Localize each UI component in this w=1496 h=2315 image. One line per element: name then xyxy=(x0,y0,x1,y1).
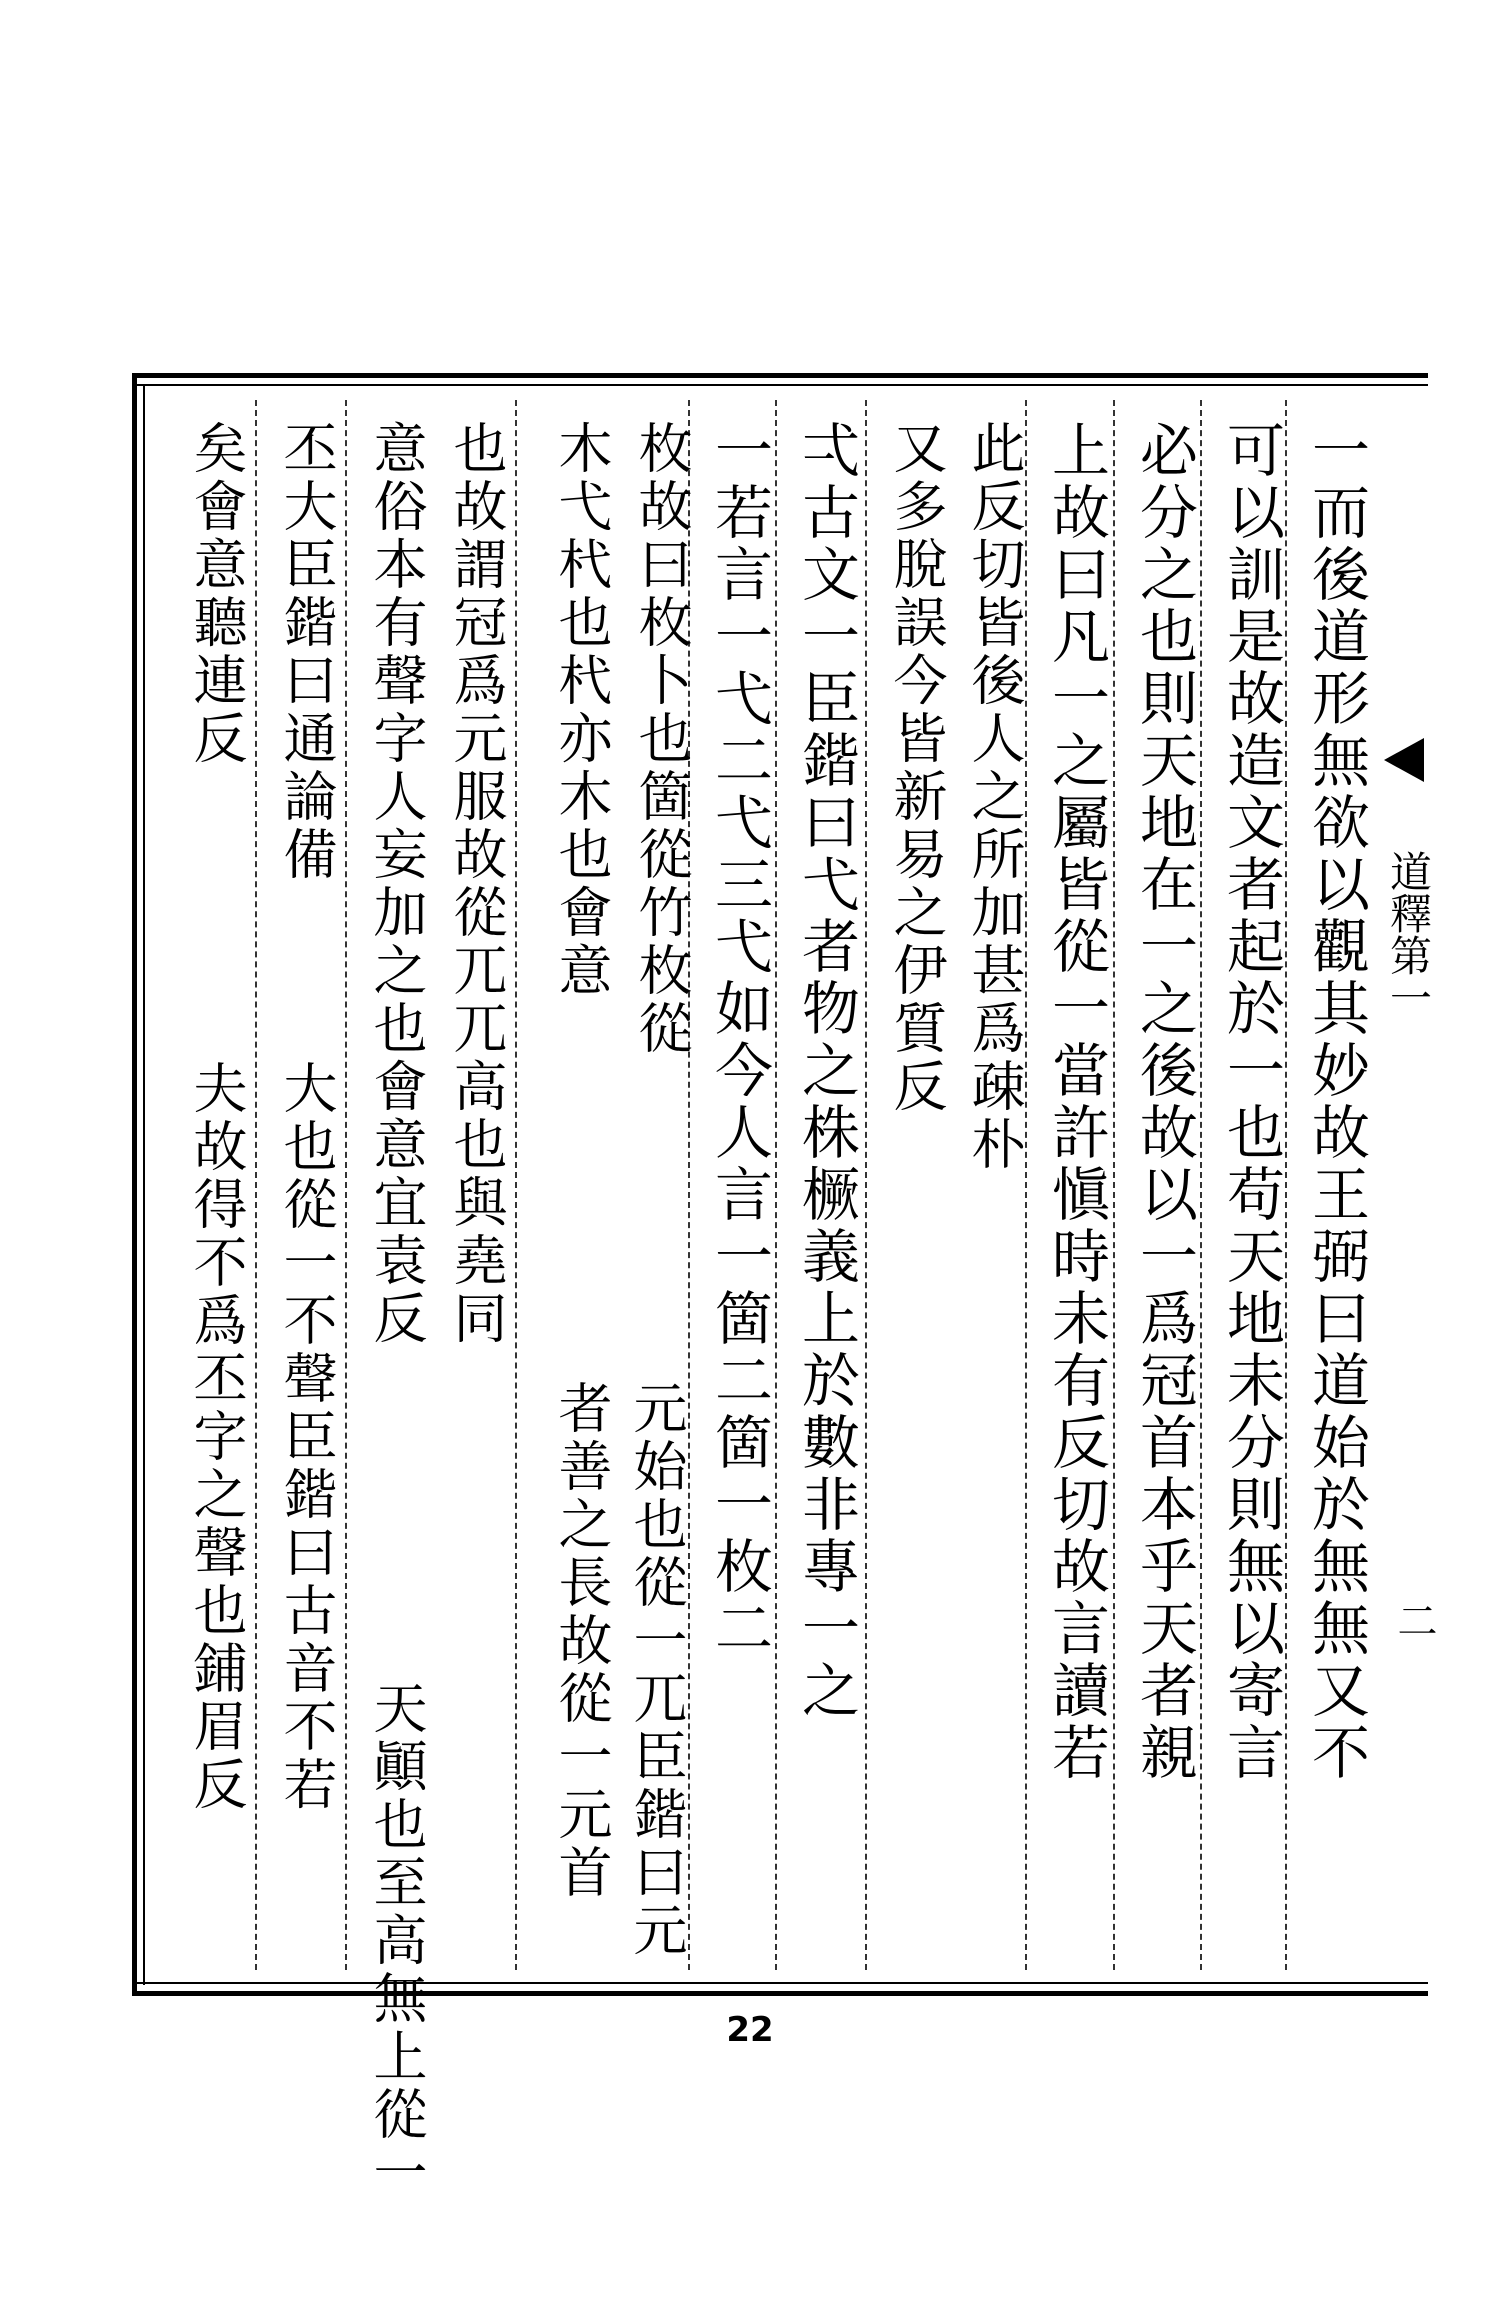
text-column-4: 上故曰凡一之屬皆從一當許愼時未有反切故言讀若 xyxy=(1042,420,1110,1784)
text-column-1: 一而後道形無欲以觀其妙故王弼曰道始於無無又不 xyxy=(1302,420,1370,1784)
frame-inner-top xyxy=(132,384,1428,386)
page-number: 22 xyxy=(726,2010,774,2050)
text-column-17: 丕大臣鍇曰通論備 xyxy=(275,420,338,884)
text-column-14: 天顚也至高無上從一 xyxy=(365,1680,428,2202)
frame-inner-bottom xyxy=(132,1982,1428,1984)
folio-number: 二 xyxy=(1391,1600,1437,1640)
text-column-18: 夫故得不爲丕字之聲也鋪眉反 xyxy=(185,1060,248,1814)
column-divider xyxy=(1200,400,1202,1970)
text-column-10: 木弋杙也杙亦木也會意 xyxy=(550,420,613,1000)
column-divider xyxy=(865,400,867,1970)
text-column-7: 弌古文一臣鍇曰弋者物之株橛義上於數非專一之 xyxy=(792,420,860,1722)
text-column-13: 也故謂冠爲元服故從兀兀高也與堯同 xyxy=(445,420,508,1348)
text-column-19: 矣會意聽連反 xyxy=(185,420,248,768)
fishtail-mark-icon xyxy=(1384,738,1424,782)
title-strip xyxy=(1384,700,1433,1260)
section-title: 道釋第一 xyxy=(1384,850,1433,1018)
column-divider xyxy=(345,400,347,1970)
column-divider xyxy=(775,400,777,1970)
text-column-5: 此反切皆後人之所加甚爲疎朴 xyxy=(963,420,1026,1174)
text-column-3: 必分之也則天地在一之後故以一爲冠首本乎天者親 xyxy=(1130,420,1198,1784)
column-divider xyxy=(1113,400,1115,1970)
text-column-2: 可以訓是故造文者起於一也苟天地未分則無以寄言 xyxy=(1217,420,1285,1784)
text-column-8: 一若言一弋二弋三弋如今人言一箇二箇一枚二 xyxy=(705,420,773,1660)
text-column-6: 又多脫誤今皆新易之伊質反 xyxy=(885,420,948,1116)
column-divider xyxy=(255,400,257,1970)
text-column-15: 意俗本有聲字人妄加之也會意宜袁反 xyxy=(365,420,428,1348)
text-column-16: 大也從一不聲臣鍇曰古音不若 xyxy=(275,1060,338,1814)
text-column-9: 枚故曰枚卜也箇從竹枚從 xyxy=(630,420,693,1058)
text-column-11: 元始也從一兀臣鍇曰元 xyxy=(625,1380,688,1960)
text-column-12: 者善之長故從一元首 xyxy=(550,1380,613,1902)
column-divider xyxy=(515,400,517,1970)
